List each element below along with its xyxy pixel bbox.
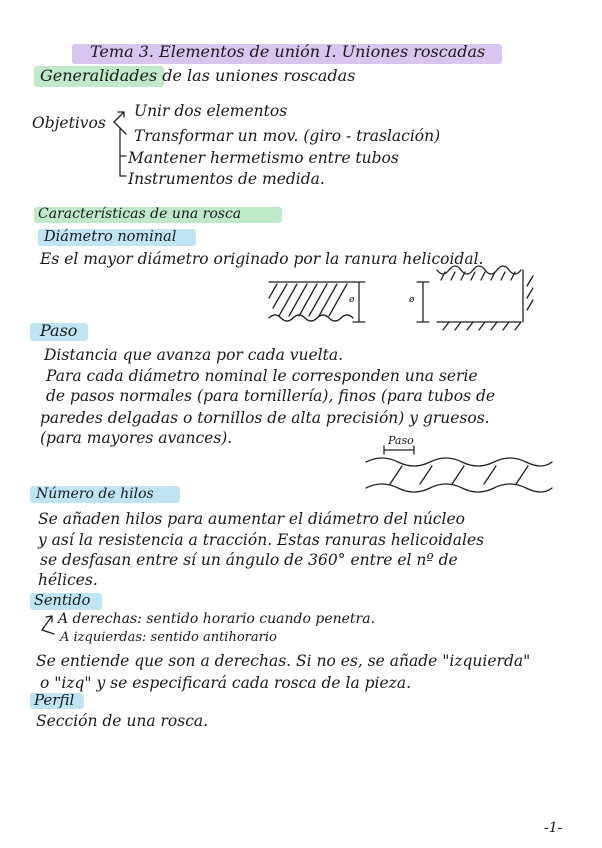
objetivo-item: Instrumentos de medida. <box>128 170 325 188</box>
objetivo-item: Transformar un mov. (giro - traslación) <box>134 127 441 145</box>
page-title: Tema 3. Elementos de unión I. Uniones roscadas <box>90 42 486 61</box>
sentido-line: o "izq" y se especificará cada rosca de la pieza. <box>40 674 412 692</box>
hilos-line: y así la resistencia a tracción. Estas ranuras helicoidales <box>38 531 485 549</box>
objetivo-item: Mantener hermetismo entre tubos <box>128 149 399 167</box>
paso-line: de pasos normales (para tornillería), finos (para tubos de <box>46 387 496 405</box>
sentido-heading: Sentido <box>34 593 91 609</box>
diametro-heading: Diámetro nominal <box>44 229 177 245</box>
sentido-line: Se entiende que son a derechas. Si no es, se añade "izquierda" <box>36 652 531 670</box>
paso-line: Para cada diámetro nominal le corresponden una serie <box>46 367 478 385</box>
section-heading-highlighted: Generalidades <box>40 66 158 85</box>
svg-text:ø: ø <box>409 295 415 305</box>
hilos-line: hélices. <box>38 571 98 589</box>
sentido-item: A derechas: sentido horario cuando penetra. <box>58 611 376 627</box>
paso-diagram <box>362 448 552 498</box>
hilos-line: Se añaden hilos para aumentar el diámetro del núcleo <box>38 510 465 528</box>
objetivo-item: Unir dos elementos <box>134 102 288 120</box>
paso-diagram-label: Paso <box>388 434 414 447</box>
hilos-heading: Número de hilos <box>36 486 154 502</box>
paso-line: Distancia que avanza por cada vuelta. <box>44 346 344 364</box>
diametro-text: Es el mayor diámetro originado por la ranura helicoidal. <box>40 250 484 268</box>
perfil-heading: Perfil <box>34 691 75 709</box>
section-heading <box>40 66 355 86</box>
hilos-line: se desfasan entre sí un ángulo de 360° entre el nº de <box>40 551 458 569</box>
paso-line: paredes delgadas o tornillos de alta precisión) y gruesos. <box>40 409 490 427</box>
diametro-diagram <box>265 268 535 338</box>
paso-heading: Paso <box>40 321 78 340</box>
svg-text:ø: ø <box>349 295 355 305</box>
section-heading: Características de una rosca <box>38 206 242 222</box>
perfil-text: Sección de una rosca. <box>36 712 209 730</box>
paso-line: (para mayores avances). <box>40 429 233 447</box>
page-number: -1- <box>544 820 563 836</box>
objetivos-label: Objetivos <box>32 114 106 132</box>
section-heading-rest: de las uniones roscadas <box>162 66 356 85</box>
sentido-item: A izquierdas: sentido antihorario <box>60 630 277 645</box>
